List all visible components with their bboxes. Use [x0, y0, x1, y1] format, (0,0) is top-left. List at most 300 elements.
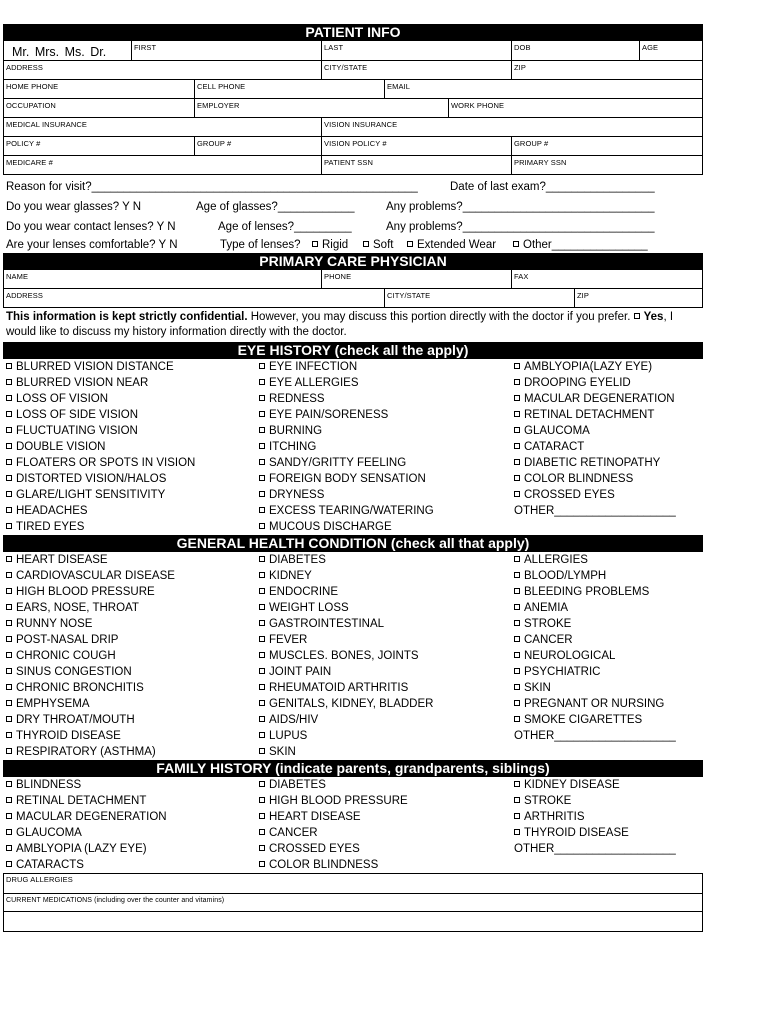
checkbox-item-stroke[interactable] — [514, 616, 676, 632]
checkbox-label: NEUROLOGICAL — [524, 650, 616, 662]
checkbox-item-blindness[interactable] — [6, 777, 167, 793]
pcp-phone-label: PHONE — [324, 272, 352, 281]
checkbox-item-loss-of-side-vision[interactable] — [6, 407, 195, 423]
checkbox-label: GASTROINTESTINAL — [269, 618, 385, 630]
checkbox-item-aids-hiv[interactable] — [259, 712, 433, 728]
patient-intake-form — [3, 24, 703, 932]
checkbox-item-cancer[interactable] — [259, 825, 408, 841]
checkbox-label: AMBLYOPIA(LAZY EYE) — [524, 361, 653, 373]
checkbox[interactable] — [259, 427, 265, 433]
checkbox-item-allergies[interactable] — [514, 552, 676, 568]
pcp-header: PRIMARY CARE PHYSICIAN — [3, 253, 703, 270]
checkbox-item-thyroid-disease[interactable] — [514, 825, 676, 841]
checkbox-label: COLOR BLINDNESS — [524, 473, 634, 485]
checkbox[interactable] — [6, 813, 12, 819]
vision-group-field[interactable] — [511, 137, 702, 155]
checkbox[interactable] — [259, 395, 265, 401]
checkbox[interactable] — [259, 636, 265, 642]
checkbox-item-high-blood-pressure[interactable] — [259, 793, 408, 809]
checkbox[interactable] — [514, 491, 520, 497]
checkbox[interactable] — [259, 363, 265, 369]
other-write-in[interactable]: OTHER___________________ — [514, 843, 676, 855]
checkbox[interactable] — [259, 829, 265, 835]
checkbox-label: FLOATERS OR SPOTS IN VISION — [16, 457, 196, 469]
rigid-checkbox[interactable] — [312, 241, 318, 247]
checkbox[interactable] — [6, 684, 12, 690]
family-history-list — [3, 777, 703, 873]
checkbox-label: PREGNANT OR NURSING — [524, 698, 665, 710]
general-health-col-3 — [514, 552, 676, 744]
lenses-comfortable-question[interactable]: Are your lenses comfortable? Y N — [6, 239, 178, 251]
soft-label: Soft — [373, 239, 394, 251]
address-field[interactable] — [4, 61, 321, 79]
checkbox[interactable] — [6, 604, 12, 610]
policy-label: POLICY # — [6, 139, 41, 148]
checkbox[interactable] — [6, 379, 12, 385]
policy-field[interactable] — [4, 137, 194, 155]
checkbox[interactable] — [514, 427, 520, 433]
checkbox[interactable] — [514, 379, 520, 385]
checkbox-item-emphysema[interactable] — [6, 696, 175, 712]
checkbox[interactable] — [259, 861, 265, 867]
checkbox[interactable] — [514, 604, 520, 610]
checkbox-item-itching[interactable] — [259, 439, 434, 455]
checkbox-item-psychiatric[interactable] — [514, 664, 676, 680]
checkbox-label: AMBLYOPIA (LAZY EYE) — [16, 843, 147, 855]
checkbox-item-amblyopia-lazy-eye[interactable] — [514, 359, 676, 375]
checkbox-item-glare-light-sensitivity[interactable] — [6, 487, 195, 503]
checkbox-item-skin[interactable] — [259, 744, 433, 760]
drug-allergies-field[interactable] — [4, 874, 702, 894]
vision-group-label: GROUP # — [514, 139, 549, 148]
general-health-header: GENERAL HEALTH CONDITION (check all that apply) — [3, 535, 703, 552]
checkbox-label: GLAUCOMA — [524, 425, 590, 437]
medications-grid — [3, 873, 703, 932]
checkbox-item-eye-infection[interactable] — [259, 359, 434, 375]
checkbox-label: KIDNEY DISEASE — [524, 779, 620, 791]
checkbox-label: EARS, NOSE, THROAT — [16, 602, 139, 614]
address-label: ADDRESS — [6, 63, 43, 72]
work-phone-field[interactable] — [448, 99, 702, 117]
checkbox-item-loss-of-vision[interactable] — [6, 391, 195, 407]
checkbox-item-blurred-vision-near[interactable] — [6, 375, 195, 391]
checkbox-item-fever[interactable] — [259, 632, 433, 648]
checkbox-item-glaucoma[interactable] — [6, 825, 167, 841]
checkbox-item-heart-disease[interactable] — [6, 552, 175, 568]
lenses-problems[interactable]: Any problems?______________________________ — [386, 221, 655, 233]
checkbox[interactable] — [6, 427, 12, 433]
checkbox-item-high-blood-pressure[interactable] — [6, 584, 175, 600]
checkbox-item-tired-eyes[interactable] — [6, 519, 195, 535]
checkbox-item-headaches[interactable] — [6, 503, 195, 519]
checkbox-item-color-blindness[interactable] — [514, 471, 676, 487]
vision-policy-label: VISION POLICY # — [324, 139, 387, 148]
checkbox-item-drooping-eyelid[interactable] — [514, 375, 676, 391]
checkbox[interactable] — [514, 572, 520, 578]
checkbox-item-crossed-eyes[interactable] — [259, 841, 408, 857]
checkbox-item-macular-degeneration[interactable] — [6, 809, 167, 825]
checkbox[interactable] — [259, 475, 265, 481]
checkbox-item-mucous-discharge[interactable] — [259, 519, 434, 535]
checkbox[interactable] — [259, 668, 265, 674]
checkbox-label: SINUS CONGESTION — [16, 666, 132, 678]
checkbox-item-dryness[interactable] — [259, 487, 434, 503]
checkbox-item-floaters-or-spots-in-vision[interactable] — [6, 455, 195, 471]
checkbox[interactable] — [514, 813, 520, 819]
extended-wear-checkbox[interactable] — [407, 241, 413, 247]
checkbox-label: BLURRED VISION NEAR — [16, 377, 149, 389]
checkbox-item-blurred-vision-distance[interactable] — [6, 359, 195, 375]
checkbox-item-weight-loss[interactable] — [259, 600, 433, 616]
checkbox-item-fluctuating-vision[interactable] — [6, 423, 195, 439]
vision-insurance-field[interactable] — [321, 118, 702, 136]
checkbox[interactable] — [6, 829, 12, 835]
extended-wear-option[interactable] — [407, 239, 496, 251]
checkbox-label: SMOKE CIGARETTES — [524, 714, 643, 726]
checkbox[interactable] — [6, 395, 12, 401]
checkbox-item-dry-throat-mouth[interactable] — [6, 712, 175, 728]
checkbox[interactable] — [6, 459, 12, 465]
checkbox[interactable] — [6, 556, 12, 562]
checkbox-item-rheumatoid-arthritis[interactable] — [259, 680, 433, 696]
pcp-zip-label: ZIP — [577, 291, 589, 300]
checkbox-label: HEART DISEASE — [16, 554, 108, 566]
checkbox-item-macular-degeneration[interactable] — [514, 391, 676, 407]
checkbox-label: EYE PAIN/SORENESS — [269, 409, 389, 421]
reason-for-visit[interactable]: Reason for visit?___________________________________________________ — [6, 181, 418, 193]
checkbox-item-color-blindness[interactable] — [259, 857, 408, 873]
checkbox-item-cataracts[interactable] — [6, 857, 167, 873]
age-of-lenses[interactable]: Age of lenses?_________ — [218, 221, 352, 233]
checkbox-label: STROKE — [524, 795, 572, 807]
checkbox-item-glaucoma[interactable] — [514, 423, 676, 439]
checkbox-item-sandy-gritty-feeling[interactable] — [259, 455, 434, 471]
pcp-zip-field[interactable] — [574, 289, 702, 307]
family-history-header: FAMILY HISTORY (indicate parents, grandparents, siblings) — [3, 760, 703, 777]
rigid-option[interactable] — [312, 239, 348, 251]
checkbox[interactable] — [6, 797, 12, 803]
checkbox-label: ARTHRITIS — [524, 811, 585, 823]
vision-policy-field[interactable] — [321, 137, 511, 155]
checkbox[interactable] — [6, 732, 12, 738]
checkbox-item-retinal-detachment[interactable] — [6, 793, 167, 809]
checkbox-label: BLOOD/LYMPH — [524, 570, 607, 582]
yes-discuss-checkbox[interactable] — [634, 313, 640, 319]
checkbox[interactable] — [6, 491, 12, 497]
checkbox-item-neurological[interactable] — [514, 648, 676, 664]
checkbox[interactable] — [6, 716, 12, 722]
checkbox-label: DRYNESS — [269, 489, 325, 501]
checkbox[interactable] — [259, 572, 265, 578]
checkbox-item-amblyopia-lazy-eye[interactable] — [6, 841, 167, 857]
last-name-field[interactable] — [321, 41, 511, 60]
pcp-address-field[interactable] — [4, 289, 384, 307]
checkbox[interactable] — [259, 620, 265, 626]
checkbox-label: ALLERGIES — [524, 554, 588, 566]
checkbox-label: DIABETES — [269, 554, 326, 566]
questions-block — [3, 175, 703, 253]
checkbox[interactable] — [259, 781, 265, 787]
date-last-exam[interactable]: Date of last exam?_________________ — [450, 181, 655, 193]
checkbox-label: AIDS/HIV — [269, 714, 319, 726]
city-state-label: CITY/STATE — [324, 63, 368, 72]
checkbox-item-redness[interactable] — [259, 391, 434, 407]
checkbox-item-crossed-eyes[interactable] — [514, 487, 676, 503]
checkbox[interactable] — [6, 861, 12, 867]
checkbox[interactable] — [6, 652, 12, 658]
checkbox-item-lupus[interactable] — [259, 728, 433, 744]
checkbox-label: CARDIOVASCULAR DISEASE — [16, 570, 175, 582]
family-history-col-2 — [259, 777, 408, 873]
checkbox-item-eye-pain-soreness[interactable] — [259, 407, 434, 423]
age-field[interactable] — [639, 41, 702, 60]
zip-label: ZIP — [514, 63, 526, 72]
checkbox-item-foreign-body-sensation[interactable] — [259, 471, 434, 487]
checkbox-item-burning[interactable] — [259, 423, 434, 439]
other-lenses-option[interactable] — [513, 239, 648, 251]
checkbox-item-retinal-detachment[interactable] — [514, 407, 676, 423]
checkbox[interactable] — [6, 700, 12, 706]
checkbox[interactable] — [6, 443, 12, 449]
salutation-cell[interactable] — [4, 41, 131, 60]
checkbox-item-skin[interactable] — [514, 680, 676, 696]
primary-ssn-field[interactable] — [511, 156, 702, 174]
checkbox[interactable] — [6, 475, 12, 481]
checkbox[interactable] — [514, 829, 520, 835]
checkbox[interactable] — [514, 556, 520, 562]
rigid-label: Rigid — [322, 239, 349, 251]
general-health-col-2 — [259, 552, 433, 760]
current-medications-label: CURRENT MEDICATIONS (including over the counter and vitamins) — [6, 897, 225, 904]
checkbox-item-blood-lymph[interactable] — [514, 568, 676, 584]
checkbox-label: DOUBLE VISION — [16, 441, 106, 453]
other-lenses-checkbox[interactable] — [513, 241, 519, 247]
checkbox[interactable] — [259, 588, 265, 594]
checkbox[interactable] — [259, 379, 265, 385]
eye-history-header: EYE HISTORY (check all the apply) — [3, 342, 703, 359]
checkbox-item-cancer[interactable] — [514, 632, 676, 648]
checkbox-label: EMPHYSEMA — [16, 698, 90, 710]
checkbox-item-runny-nose[interactable] — [6, 616, 175, 632]
confidential-body: However, you may discuss this portion directly with the doctor if you prefer. — [247, 311, 634, 323]
work-phone-label: WORK PHONE — [451, 101, 505, 110]
checkbox-item-muscles-bones-joints[interactable] — [259, 648, 433, 664]
cell-phone-field[interactable] — [194, 80, 384, 98]
checkbox[interactable] — [6, 781, 12, 787]
other-write-in[interactable]: OTHER___________________ — [514, 505, 676, 517]
checkbox[interactable] — [514, 588, 520, 594]
checkbox[interactable] — [514, 781, 520, 787]
wear-glasses-question[interactable]: Do you wear glasses? Y N — [6, 201, 142, 213]
group-field[interactable] — [194, 137, 321, 155]
home-phone-field[interactable] — [4, 80, 194, 98]
address-row — [4, 61, 702, 80]
checkbox[interactable] — [259, 652, 265, 658]
city-state-field[interactable] — [321, 61, 511, 79]
checkbox[interactable] — [514, 716, 520, 722]
checkbox[interactable] — [514, 395, 520, 401]
dob-label: DOB — [514, 43, 531, 52]
eye-history-col-1 — [6, 359, 195, 535]
checkbox-label: COLOR BLINDNESS — [269, 859, 379, 871]
dob-field[interactable] — [511, 41, 639, 60]
checkbox-item-chronic-bronchitis[interactable] — [6, 680, 175, 696]
checkbox-label: HIGH BLOOD PRESSURE — [16, 586, 155, 598]
name-row — [4, 41, 702, 61]
ssn-row — [4, 156, 702, 175]
checkbox-item-heart-disease[interactable] — [259, 809, 408, 825]
checkbox[interactable] — [259, 556, 265, 562]
checkbox-item-kidney-disease[interactable] — [514, 777, 676, 793]
checkbox[interactable] — [6, 363, 12, 369]
checkbox-item-excess-tearing-watering[interactable] — [259, 503, 434, 519]
checkbox-label: ANEMIA — [524, 602, 569, 614]
patient-ssn-field[interactable] — [321, 156, 511, 174]
checkbox-item-pregnant-or-nursing[interactable] — [514, 696, 676, 712]
checkbox-item-ears-nose-throat[interactable] — [6, 600, 175, 616]
checkbox[interactable] — [514, 684, 520, 690]
checkbox[interactable] — [259, 732, 265, 738]
current-medications-field[interactable] — [4, 894, 702, 912]
checkbox[interactable] — [259, 748, 265, 754]
checkbox[interactable] — [6, 523, 12, 529]
checkbox-item-stroke[interactable] — [514, 793, 676, 809]
checkbox[interactable] — [514, 459, 520, 465]
pcp-name-field[interactable] — [4, 270, 321, 288]
checkbox-label: BLINDNESS — [16, 779, 82, 791]
employer-field[interactable] — [194, 99, 448, 117]
pcp-name-label: NAME — [6, 272, 29, 281]
checkbox[interactable] — [6, 620, 12, 626]
checkbox[interactable] — [514, 700, 520, 706]
glasses-problems[interactable]: Any problems?______________________________ — [386, 201, 655, 213]
checkbox[interactable] — [259, 845, 265, 851]
checkbox-item-kidney[interactable] — [259, 568, 433, 584]
patient-ssn-label: PATIENT SSN — [324, 158, 374, 167]
checkbox[interactable] — [514, 668, 520, 674]
other-write-in[interactable]: OTHER___________________ — [514, 730, 676, 742]
checkbox-label: WEIGHT LOSS — [269, 602, 349, 614]
checkbox-item-smoke-cigarettes[interactable] — [514, 712, 676, 728]
wear-contacts-question[interactable]: Do you wear contact lenses? Y N — [6, 221, 176, 233]
checkbox-label: CROSSED EYES — [269, 843, 360, 855]
checkbox-item-distorted-vision-halos[interactable] — [6, 471, 195, 487]
checkbox-label: SANDY/GRITTY FEELING — [269, 457, 407, 469]
checkbox[interactable] — [259, 700, 265, 706]
checkbox-item-anemia[interactable] — [514, 600, 676, 616]
checkbox[interactable] — [259, 813, 265, 819]
checkbox[interactable] — [259, 411, 265, 417]
checkbox[interactable] — [259, 443, 265, 449]
checkbox-label: PSYCHIATRIC — [524, 666, 601, 678]
checkbox[interactable] — [514, 636, 520, 642]
checkbox-item-chronic-cough[interactable] — [6, 648, 175, 664]
email-label: EMAIL — [387, 82, 411, 91]
checkbox[interactable] — [514, 652, 520, 658]
checkbox-item-post-nasal-drip[interactable] — [6, 632, 175, 648]
checkbox[interactable] — [514, 797, 520, 803]
checkbox[interactable] — [6, 636, 12, 642]
checkbox[interactable] — [514, 443, 520, 449]
medical-insurance-field[interactable] — [4, 118, 321, 136]
checkbox-label: DRY THROAT/MOUTH — [16, 714, 135, 726]
first-name-field[interactable] — [131, 41, 321, 60]
checkbox-item-cardiovascular-disease[interactable] — [6, 568, 175, 584]
checkbox[interactable] — [6, 572, 12, 578]
current-medications-line[interactable] — [4, 912, 702, 932]
checkbox-label: RUNNY NOSE — [16, 618, 93, 630]
checkbox[interactable] — [259, 523, 265, 529]
yes-label: Yes — [643, 311, 664, 323]
pcp-phone-field[interactable] — [321, 270, 511, 288]
age-of-glasses[interactable]: Age of glasses?____________ — [196, 201, 355, 213]
checkbox-item-joint-pain[interactable] — [259, 664, 433, 680]
checkbox[interactable] — [6, 507, 12, 513]
email-field[interactable] — [384, 80, 702, 98]
checkbox[interactable] — [259, 507, 265, 513]
checkbox[interactable] — [259, 797, 265, 803]
checkbox-item-genitals-kidney-bladder[interactable] — [259, 696, 433, 712]
checkbox[interactable] — [259, 716, 265, 722]
checkbox-label: ENDOCRINE — [269, 586, 339, 598]
checkbox-label: CHRONIC BRONCHITIS — [16, 682, 144, 694]
checkbox-item-respiratory-asthma[interactable] — [6, 744, 175, 760]
patient-info-header: PATIENT INFO — [3, 24, 703, 41]
checkbox-item-sinus-congestion[interactable] — [6, 664, 175, 680]
last-name-label: LAST — [324, 43, 344, 52]
checkbox-item-gastrointestinal[interactable] — [259, 616, 433, 632]
pcp-city-state-field[interactable] — [384, 289, 574, 307]
soft-checkbox[interactable] — [363, 241, 369, 247]
checkbox-item-arthritis[interactable] — [514, 809, 676, 825]
checkbox[interactable] — [6, 748, 12, 754]
checkbox[interactable] — [514, 411, 520, 417]
checkbox[interactable] — [259, 684, 265, 690]
phone-row — [4, 80, 702, 99]
checkbox-item-cataract[interactable] — [514, 439, 676, 455]
checkbox[interactable] — [259, 604, 265, 610]
checkbox-item-thyroid-disease[interactable] — [6, 728, 175, 744]
checkbox[interactable] — [514, 475, 520, 481]
checkbox[interactable] — [6, 411, 12, 417]
drug-allergies-label: DRUG ALLERGIES — [6, 875, 73, 884]
checkbox-item-diabetes[interactable] — [259, 777, 408, 793]
soft-option[interactable] — [363, 239, 393, 251]
type-of-lenses-label: Type of lenses? — [220, 239, 301, 251]
checkbox[interactable] — [259, 459, 265, 465]
checkbox-label: CATARACTS — [16, 859, 84, 871]
checkbox[interactable] — [6, 668, 12, 674]
pcp-fax-field[interactable] — [511, 270, 702, 288]
occupation-field[interactable] — [4, 99, 194, 117]
checkbox[interactable] — [259, 491, 265, 497]
medicare-field[interactable] — [4, 156, 321, 174]
checkbox-item-endocrine[interactable] — [259, 584, 433, 600]
checkbox-label: REDNESS — [269, 393, 325, 405]
zip-field[interactable] — [511, 61, 702, 79]
checkbox-item-bleeding-problems[interactable] — [514, 584, 676, 600]
checkbox-item-diabetic-retinopathy[interactable] — [514, 455, 676, 471]
checkbox-label: RHEUMATOID ARTHRITIS — [269, 682, 409, 694]
checkbox-label: FEVER — [269, 634, 308, 646]
checkbox-item-double-vision[interactable] — [6, 439, 195, 455]
checkbox-item-diabetes[interactable] — [259, 552, 433, 568]
checkbox[interactable] — [514, 620, 520, 626]
checkbox[interactable] — [6, 588, 12, 594]
checkbox-item-eye-allergies[interactable] — [259, 375, 434, 391]
checkbox[interactable] — [514, 363, 520, 369]
checkbox[interactable] — [6, 845, 12, 851]
